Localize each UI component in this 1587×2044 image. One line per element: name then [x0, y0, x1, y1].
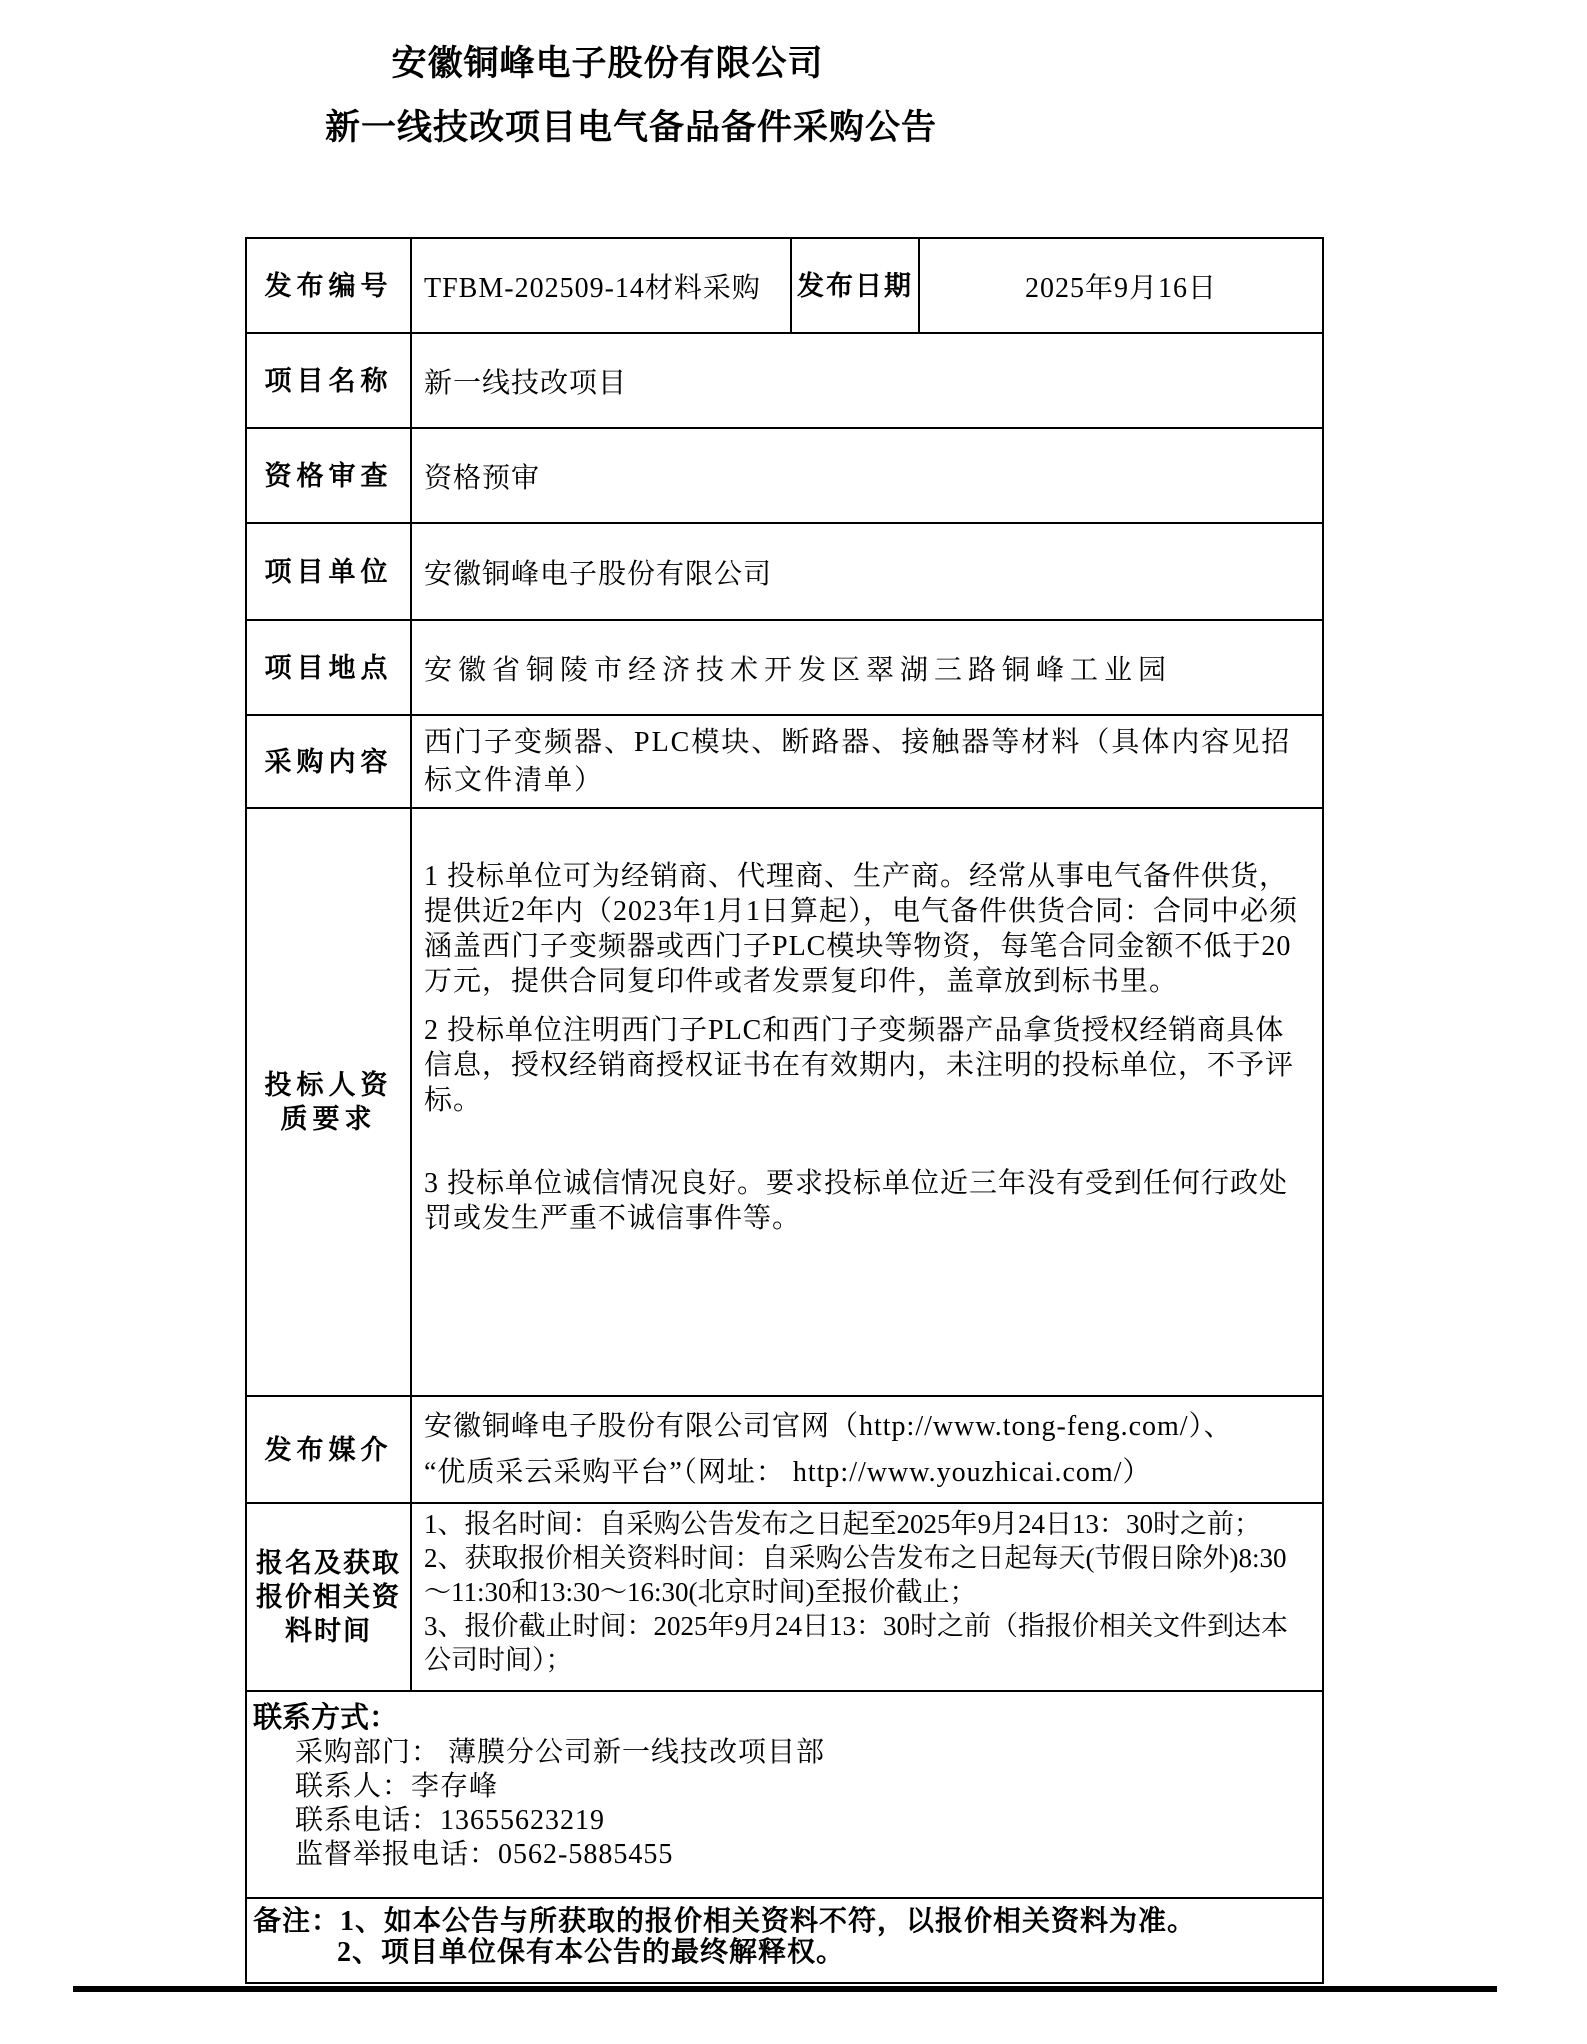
- row-project-unit: [246, 523, 1323, 620]
- remark-line-1: [253, 1906, 1314, 1937]
- contact-person: 联系人：李存峰: [295, 1771, 499, 1802]
- publish-date-label: 发布日期: [791, 238, 919, 333]
- contact-department: 采购部门： 薄膜分公司新一线技改项目部: [295, 1737, 826, 1768]
- signup-time-label-line1: 报名及获取: [256, 1548, 401, 1578]
- bidder-qualification-item-1: 1 投标单位可为经销商、代理商、生产商。经常从事电气备件供货，提供近2年内（2023年1月1日算起），电气备件供货合同：合同中必须涵盖西门子变频器或西门子PLC模块等物资，每笔合同金额不低于20万元，提供合同复印件或者发票复印件，盖章放到标书里。: [424, 861, 1299, 997]
- publish-media-line1: 安徽铜峰电子股份有限公司官网（http://www.tong-feng.com/）、: [424, 1410, 1233, 1442]
- procurement-content-value: 西门子变频器、PLC模块、断路器、接触器等材料（具体内容见招标文件清单）: [411, 715, 1323, 808]
- project-unit-label: 项目单位: [246, 523, 411, 620]
- remark-item-1: 1、如本公告与所获取的报价相关资料不符，以报价相关资料为准。: [340, 1906, 1197, 1937]
- row-project-name: [246, 333, 1323, 428]
- row-contact: [246, 1691, 1323, 1898]
- bidder-qualification-label: [246, 808, 411, 1396]
- company-title: 安徽铜峰电子股份有限公司: [391, 44, 824, 83]
- project-location-label: 项目地点: [246, 620, 411, 715]
- publish-media-value: [411, 1396, 1323, 1503]
- project-name-value: 新一线技改项目: [411, 333, 1323, 428]
- remarks: [246, 1898, 1323, 1983]
- signup-time-label: [246, 1503, 411, 1691]
- project-unit-value: 安徽铜峰电子股份有限公司: [411, 523, 1323, 620]
- announcement-table: [245, 237, 1324, 1984]
- row-bidder-qualification: [246, 808, 1323, 1396]
- row-publish-no: [246, 238, 1323, 333]
- signup-time-item-1: 1、报名时间：自采购公告发布之日起至2025年9月24日13：30时之前；: [424, 1509, 1261, 1539]
- publish-media-label: 发布媒介: [246, 1396, 411, 1503]
- publish-no-label: 发布编号: [246, 238, 411, 333]
- row-project-location: [246, 620, 1323, 715]
- bidder-qualification-label-line2: 质要求: [280, 1104, 377, 1134]
- signup-time-item-2: 2、获取报价相关资料时间：自采购公告发布之日起每天(节假日除外)8:30～11:30和13:30～16:30(北京时间)至报价截止；: [424, 1543, 1287, 1607]
- row-remarks: [246, 1898, 1323, 1983]
- signup-time-value: [411, 1503, 1323, 1691]
- bidder-qualification-item-2: 2 投标单位注明西门子PLC和西门子变频器产品拿货授权经销商具体信息，授权经销商授权证书在有效期内，未注明的投标单位，不予评标。: [424, 1015, 1295, 1116]
- contact-phone: 联系电话：13655623219: [295, 1805, 606, 1836]
- signup-time-label-line3: 料时间: [285, 1616, 372, 1646]
- row-signup-time: [246, 1503, 1323, 1691]
- qualification-review-label: 资格审查: [246, 428, 411, 523]
- announcement-title: 新一线技改项目电气备品备件采购公告: [324, 108, 937, 147]
- row-qualification-review: [246, 428, 1323, 523]
- contact-info: [246, 1691, 1323, 1898]
- bidder-qualification-label-line1: 投标人资: [264, 1070, 393, 1100]
- bidder-qualification-value: [411, 808, 1323, 1396]
- contact-report-phone: 监督举报电话：0562-5885455: [295, 1839, 674, 1870]
- publish-no-value: TFBM-202509-14材料采购: [411, 238, 791, 333]
- procurement-content-label: 采购内容: [246, 715, 411, 808]
- signup-time-label-line2: 报价相关资: [256, 1582, 401, 1612]
- signup-time-item-3: 3、报价截止时间：2025年9月24日13：30时之前（指报价相关文件到达本公司时间）；: [424, 1611, 1288, 1675]
- contact-header: 联系方式：: [253, 1702, 399, 1734]
- qualification-review-value: 资格预审: [411, 428, 1323, 523]
- remark-item-2: 2、项目单位保有本公告的最终解释权。: [337, 1937, 846, 1968]
- publish-media-line2: “优质采云采购平台”（网址： http://www.youzhicai.com/）: [424, 1456, 1152, 1488]
- project-name-label: 项目名称: [246, 333, 411, 428]
- row-procurement-content: [246, 715, 1323, 808]
- footer-rule: [73, 1986, 1497, 1992]
- remark-lead: 备注：: [253, 1906, 341, 1937]
- bidder-qualification-item-3: 3 投标单位诚信情况良好。要求投标单位近三年没有受到任何行政处罚或发生严重不诚信事件等。: [424, 1168, 1289, 1234]
- project-location-value: 安徽省铜陵市经济技术开发区翠湖三路铜峰工业园: [411, 620, 1323, 715]
- row-publish-media: [246, 1396, 1323, 1503]
- publish-date-value: 2025年9月16日: [919, 238, 1323, 333]
